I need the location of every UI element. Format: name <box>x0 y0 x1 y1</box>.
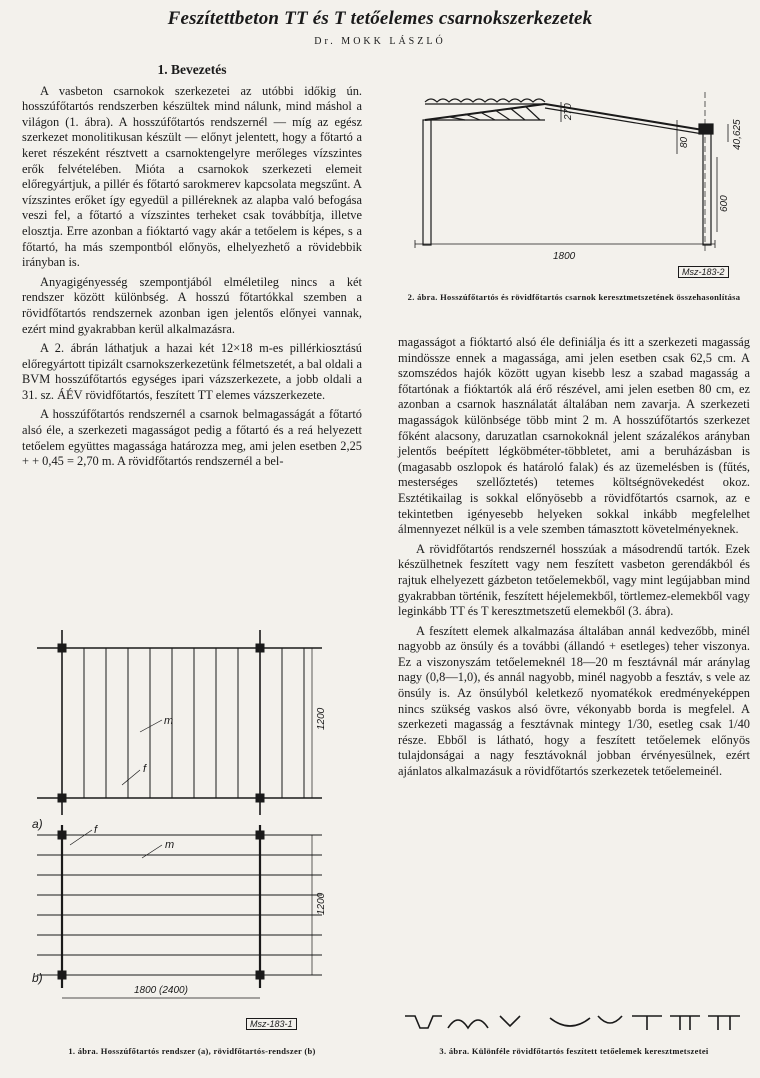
figure-1-label: Msz-183-1 <box>246 1018 297 1030</box>
dim-label: 1200 <box>316 707 327 730</box>
left-column <box>22 62 362 474</box>
right-column <box>398 335 750 784</box>
paragraph: magasságot a fióktartó alsó éle definiálja és itt a szerkezeti magasság mindössze ennek a magassága, ami jelen esetben csak 62,5 cm. A szomszédos hajók között ugyan kisebb lesz a szabad magasság a főtartónak a fióktartók alá érő részével, ami jelen esetben 80 cm, ez azonban a csarnok használatát általában nem zavarja. A szerkezeti magasságok különbsége több mint 2 m. A hosszúfőtartós szerkezet főként alacsony, daruzatlan csarnokoknál jelent százalékos arányban jelentős beépített légköbméter-többletet, ami a beruházásban is (magasabb oszlopok és határoló falak) és az üzemelésben is (fűtés, mesterséges szellőztetés) tetemes költségnövekedést okoz. Esztétikailag is sokkal előnyösebb a rövidfőtartós csarnok, az e tekintetben igényesebb helyeken sokkal inkább megfelelhet álmennyezet nélkül is a vele szemben támasztott követelményeknek. <box>398 335 750 537</box>
paragraph: Anyagigényesség szempontjából elméletileg nincs a két rendszer között különbség. A hosszú főtartókkal szemben a rövidfőtartós rendszernek azonban igen jelentős előnyei vannak, ezért mind gyakrabban kerül alkalmazásra. <box>22 274 362 336</box>
paragraph: A 2. ábrán láthatjuk a hazai két 12×18 m-es pillérkiosztású előregyártott tipizált csarnokszerkezetünk félmetszetét, a bal oldali a BVM hosszúfőtartós egységes ipari vázszerkezete, a jobb oldali a 31. sz. ÁÉV rövidfőtartós, feszített TT elemes vázszerkezete. <box>22 341 362 402</box>
dim-label: 80 <box>679 136 690 148</box>
figure-1-drawing <box>22 620 352 1030</box>
dim-label: 1800 (2400) <box>134 985 188 996</box>
dim-label: 1800 <box>553 251 576 262</box>
paragraph: A feszített elemek alkalmazása általában annál kedvezőbb, minél nagyobb az önsúly és a további (állandó + esetleges) teher viszonya. Ez a viszonyszám tetőelemeknél 18—20 m fesztávnál már aránylag nagy (0,8—1,0), és annál nagyobb, minél nagyobb a fesztáv, s vele az önsúly is. Az önsúlyból keletkező nyomatékok eredményeképpen nincs szükség vaskos alsó övre, vékonyabb borda is megfelel. A szerkezeti magasság a fesztávnak mintegy 1/30, esetleg csak 1/40 része. Ebből is látható, hogy a feszített tetőelemek előnyös tulajdonságai a nagy fesztávoknál jobban érvényesülnek, ezért ajánlatos alkalmazásuk a rövidfőtartós szerkezetek tetőelemeinél. <box>398 623 750 779</box>
article-title: Feszítettbeton TT és T tetőelemes csarnokszerkezetek <box>167 8 593 29</box>
figure-2-label: Msz-183-2 <box>678 266 729 278</box>
dim-label: 1200 <box>316 892 327 915</box>
member-letter: f <box>143 763 147 775</box>
figure-1-caption: 1. ábra. Hosszúfőtartós rendszer (a), rövidfőtartós-rendszer (b) <box>68 1046 316 1056</box>
figure-2-caption: 2. ábra. Hosszúfőtartós és rövidfőtartós csarnok keresztmetszetének összehasonlítása <box>407 292 741 302</box>
figure-3-caption: 3. ábra. Különféle rövidfőtartós feszített tetőelemek keresztmetszetei <box>439 1046 709 1056</box>
subfigure-label: a) <box>32 817 43 831</box>
figure-3-drawing <box>400 1008 750 1038</box>
dim-label: 600 <box>719 195 730 212</box>
subfigure-label: b) <box>32 971 43 985</box>
member-letter: m <box>165 839 175 851</box>
paragraph: A vasbeton csarnokok szerkezetei az utóbbi időkig ún. hosszúfőtartós rendszerben készültek mind nálunk, mind máshol a világon (1. ábra). A hosszúfőtartós rendszernél — míg az egész szerkezet monolitikusan készült — előnyt jelentett, hogy a főtartó a keret részeként résztvett a csarnoktengelyre merőleges vízszintes erők felvételében. Mióta a csarnokok szerkezeti elemeit előregyártjuk, a pillér és főtartó sarokmerev kapcsolata megszűnt. A vízszintes erőket így egyedül a pilléreknek az alapba való befogása veszi fel, a főtartó a vízszintes terheket csak továbbítja, illetve elosztja. Erre azonban a fióktartó vagy akár a tetőelem is képes, s a főtartó, ha más szempontból előnyös, elhelyezhető a rövidebbik irányban is. <box>22 83 362 270</box>
paragraph: A rövidfőtartós rendszernél hosszúak a másodrendű tartók. Ezek készülhetnek feszített vagy nem feszített vasbeton gerendákból és rajtuk elhelyezett gázbeton tetőelemekből, vagy mint legújabban mind gyakrabban történik, feszített héjelemekből, törtlemez-elemekből vagy leginkább TT és T keresztmetszetű elemekből (3. ábra). <box>398 541 750 619</box>
paragraph: A hosszúfőtartós rendszernél a csarnok belmagasságát a főtartó alsó éle, a szerkezeti magasságot pedig a főtartó és a reá helyezett tetőelem együttes magassága határozza meg, ami jelen esetben 2,25 + + 0,45 = 2,70 m. A rövidfőtartós rendszernél a bel- <box>22 407 362 469</box>
section-heading: 1. Bevezetés <box>157 62 227 77</box>
member-letter: f <box>94 824 98 836</box>
dim-label: 40,625 <box>732 119 743 150</box>
member-letter: m <box>164 715 174 727</box>
article-author: Dr. MOKK LÁSZLÓ <box>314 36 446 47</box>
dim-label: 270 <box>563 103 574 120</box>
